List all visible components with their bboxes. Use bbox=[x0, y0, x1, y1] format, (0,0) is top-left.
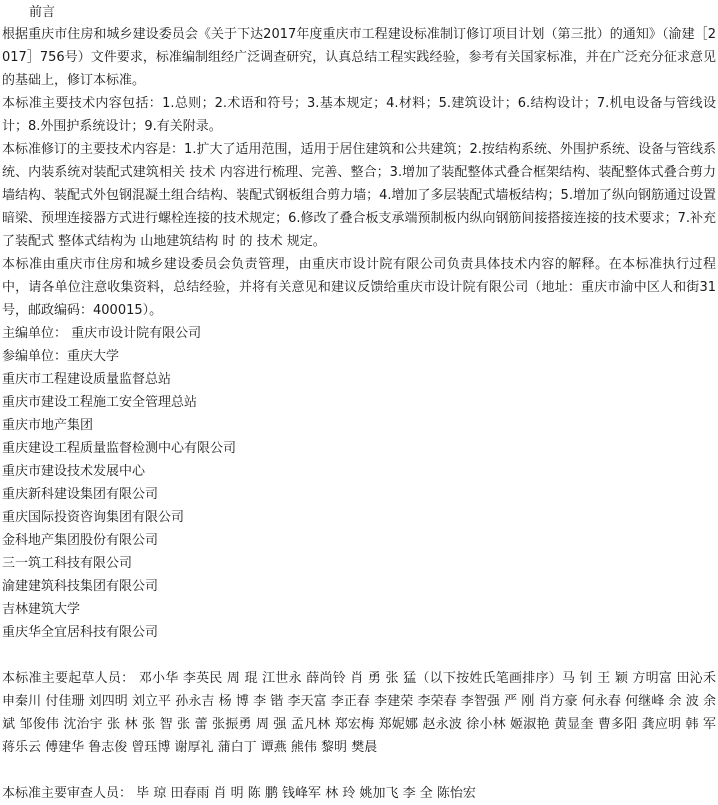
participating-unit: 重庆国际投资咨询集团有限公司 bbox=[2, 510, 185, 525]
participating-unit: 重庆市工程建设质量监督总站 bbox=[2, 372, 172, 387]
participating-unit: 重庆市地产集团 bbox=[2, 418, 94, 433]
participating-unit: 重庆新科建设集团有限公司 bbox=[2, 487, 159, 502]
participating-unit: 吉林建筑大学 bbox=[2, 602, 81, 617]
section-spacer bbox=[2, 759, 716, 782]
document-page bbox=[2, 4, 716, 805]
participating-unit: 重庆华全宜居科技有限公司 bbox=[2, 625, 159, 640]
participating-units-list bbox=[2, 368, 716, 644]
participating-units-label: 参编单位：重庆大学 bbox=[2, 349, 120, 364]
participating-unit: 金科地产集团股份有限公司 bbox=[2, 533, 159, 548]
section-spacer bbox=[2, 644, 716, 667]
management-paragraph: 本标准由重庆市住房和城乡建设委员会负责管理，由重庆市设计院有限公司负责具体技术内容的解释。在本标准执行过程中，请各单位注意收集资料，总结经验，并将有关意见和建议反馈给重庆市设计院有限公司（地址：重庆市渝中区人和街31号，邮政编码：400015）。 bbox=[2, 257, 716, 318]
participating-unit: 重庆市建设工程施工安全管理总站 bbox=[2, 395, 198, 410]
participating-unit: 重庆市建设技术发展中心 bbox=[2, 464, 146, 479]
reviewers-paragraph: 本标准主要审查人员： 毕 琼 田春雨 肖 明 陈 鹏 钱峰军 林 玲 姚加飞 李 全 陈怡宏 bbox=[2, 786, 476, 801]
participating-unit: 重庆建设工程质量监督检测中心有限公司 bbox=[2, 441, 237, 456]
participating-unit: 三一筑工科技有限公司 bbox=[2, 556, 133, 571]
drafters-paragraph: 本标准主要起草人员： 邓小华 李英民 周 琨 江世永 薛尚铃 肖 勇 张 猛（以下按姓氏笔画排序）马 钊 王 颖 方明富 田沁禾 申秦川 付佳珊 刘四明 刘立平 孙永吉 杨 博 李 锴 李天富 李正春 李建荣 李荣春 李智强 严 刚 肖方豪 何永春 何继峰 余 波 余 斌 邹俊伟 沈治宇 张 林 张 智 张 蕾 张振勇 周 强 孟凡林 郑宏梅 郑妮娜 赵永波 徐小林 姬淑艳 黄显奎 曹多阳 龚应明 韩 军 蒋乐云 傅建华 鲁志俊 曾珏博 谢厚礼 蒲白丁 谭燕 熊伟 黎明 樊晨 bbox=[2, 671, 716, 755]
revision-content-paragraph: 本标准修订的主要技术内容是：1.扩大了适用范围，适用于居住建筑和公共建筑；2.按结构系统、外围护系统、设备与管线系统、内装系统对装配式建筑相关 技术 内容进行梳理、完善、整合；3.增加了装配整体式叠合框架结构、装配整体式叠合剪力墙结构、装配式外包钢混凝土组合结构、装配式钢板组合剪力墙；4.增加了多层装配式墙板结构；5.增加了纵向钢筋通过设置暗梁、预埋连接器方式进行螺栓连接的技术规定；6.修改了叠合板支承端预制板内纵向钢筋间接搭接连接的技术要求；7.补充了装配式 整体式结构为 山地建筑结构 时 的 技术 规定。 bbox=[2, 142, 716, 249]
basis-paragraph: 根据重庆市住房和城乡建设委员会《关于下达2017年度重庆市工程建设标准制订修订项目计划（第三批）的通知》（渝建［2017］756号）文件要求，标准编制组经广泛调查研究，认真总结工程实践经验，参考有关国家标准，并在广泛充分征求意见的基础上，修订本标准。 bbox=[2, 27, 716, 88]
foreword-title: 前言 bbox=[29, 5, 56, 20]
chief-editor-unit: 主编单位： 重庆市设计院有限公司 bbox=[2, 326, 202, 341]
participating-unit: 渝建建筑科技集团有限公司 bbox=[2, 579, 159, 594]
main-content-paragraph: 本标准主要技术内容包括：1.总则；2.术语和符号；3.基本规定；4.材料；5.建筑设计；6.结构设计；7.机电设备与管线设计；8.外围护系统设计；9.有关附录。 bbox=[2, 96, 716, 134]
